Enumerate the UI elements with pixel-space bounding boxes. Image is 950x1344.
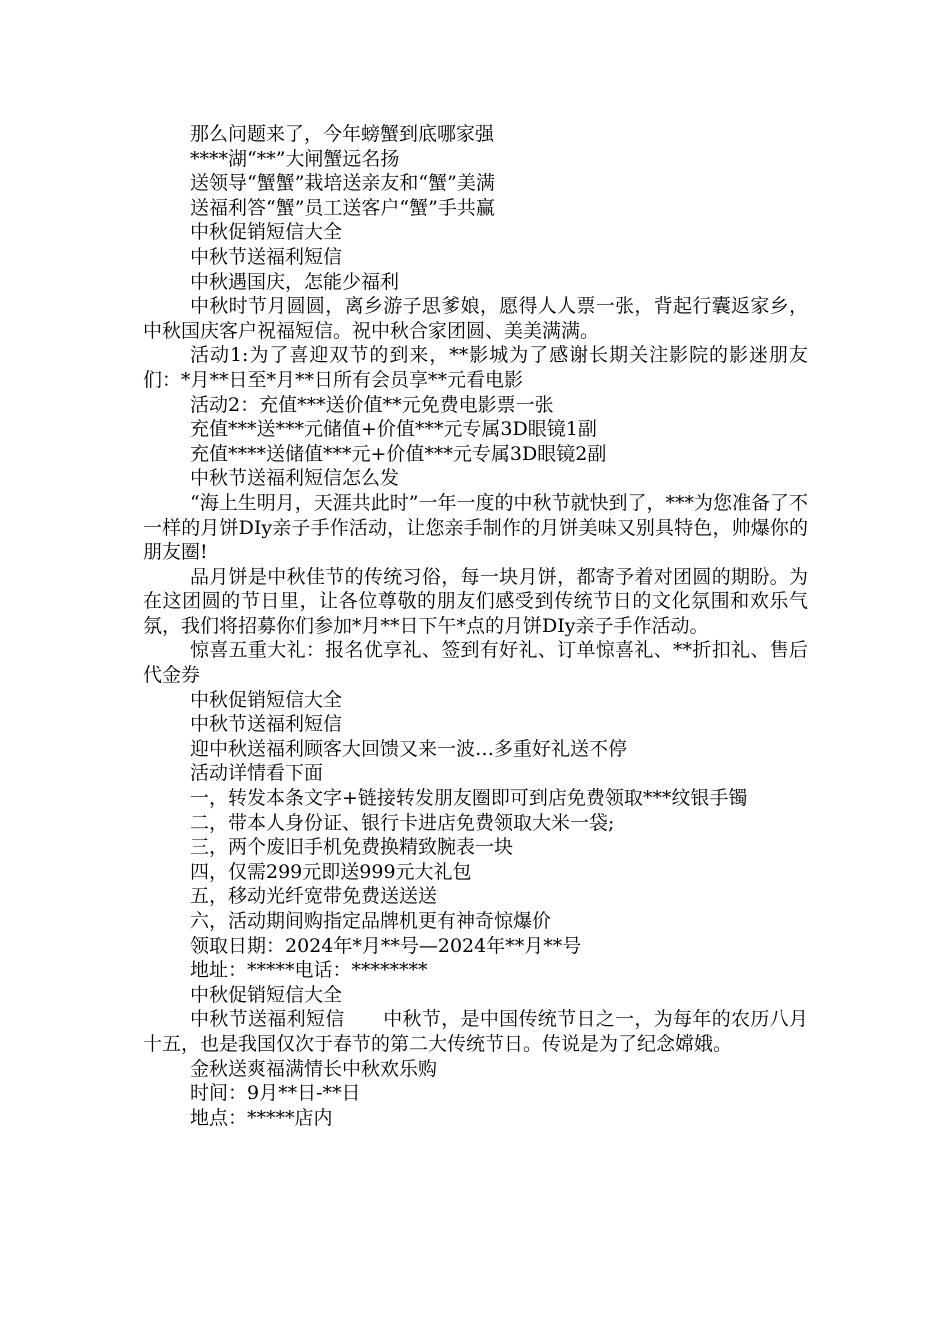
paragraph: 金秋送爽福满情长中秋欢乐购	[190, 1057, 438, 1080]
paragraph: 六，活动期间购指定品牌机更有神奇惊爆价	[190, 910, 552, 932]
paragraph: 五，移动光纤宽带免费送送送	[190, 885, 438, 908]
paragraph: 迎中秋送福利顾客大回馈又来一波…多重好礼送不停	[190, 737, 628, 760]
paragraph: 地址：*****电话：********	[190, 959, 428, 982]
paragraph: “海上生明月，天涯共此时”一年一度的中秋节就快到了，***为您准备了不一样的月饼DIy亲子手作活动，让您亲手制作的月饼美味又别具特色，帅爆你的朋友圈!	[143, 491, 808, 564]
paragraph: 充值****送储值***元+价值***元专属3D眼镜2副	[190, 442, 607, 465]
paragraph: 中秋节送福利短信怎么发	[190, 467, 400, 490]
paragraph: 中秋遇国庆，怎能少福利	[190, 270, 400, 293]
paragraph: 领取日期：2024年*月**号—2024年**月**号	[190, 934, 582, 957]
paragraph: 一，转发本条文字+链接转发朋友圈即可到店免费领取***纹银手镯	[190, 787, 748, 810]
paragraph: 地点：*****店内	[190, 1106, 333, 1129]
paragraph: 中秋节送福利短信	[190, 713, 343, 736]
paragraph: 四，仅需299元即送999元大礼包	[190, 860, 472, 883]
paragraph: 活动详情看下面	[190, 762, 324, 785]
document-body	[143, 122, 808, 1130]
paragraph: 二，带本人身份证、银行卡进店免费领取大米一袋;	[190, 811, 615, 834]
paragraph: 活动1:为了喜迎双节的到来，**影城为了感谢长期关注影院的影迷朋友们：*月**日至*月**日所有会员享**元看电影	[143, 344, 808, 391]
paragraph: 充值***送***元储值+价值***元专属3D眼镜1副	[190, 418, 597, 441]
paragraph: 活动2：充值***送价值**元免费电影票一张	[190, 393, 554, 416]
paragraph: 那么问题来了，今年螃蟹到底哪家强	[190, 123, 495, 145]
paragraph: 中秋促销短信大全	[190, 221, 343, 244]
paragraph: 中秋节送福利短信 中秋节，是中国传统节日之一，为每年的农历八月十五，也是我国仅次于春节的第二大传统节日。传说是为了纪念嫦娥。	[143, 1008, 808, 1055]
paragraph: 中秋时节月圆圆，离乡游子思爹娘，愿得人人票一张，背起行囊返家乡，中秋国庆客户祝福短信。祝中秋合家团圆、美美满满。	[143, 295, 808, 342]
paragraph: 送领导“蟹蟹”栽培送亲友和“蟹”美满	[190, 172, 495, 195]
paragraph: 三，两个废旧手机免费换精致腕表一块	[190, 836, 514, 859]
paragraph: 惊喜五重大礼：报名优享礼、签到有好礼、订单惊喜礼、**折扣礼、售后代金券	[143, 639, 808, 687]
paragraph: 时间：9月**日-**日	[190, 1082, 361, 1105]
paragraph: 中秋促销短信大全	[190, 688, 343, 711]
paragraph: 送福利答“蟹”员工送客户“蟹”手共赢	[190, 196, 495, 219]
paragraph: 品月饼是中秋佳节的传统习俗，每一块月饼，都寄予着对团圆的期盼。为在这团圆的节日里，让各位尊敬的朋友们感受到传统节日的文化氛围和欢乐气氛，我们将招募你们参加*月**日下午*点的月饼DIy亲子手作活动。	[143, 565, 808, 637]
paragraph: 中秋节送福利短信	[190, 245, 343, 268]
paragraph: ****湖“**”大闸蟹远名扬	[190, 147, 400, 170]
paragraph: 中秋促销短信大全	[190, 983, 343, 1006]
